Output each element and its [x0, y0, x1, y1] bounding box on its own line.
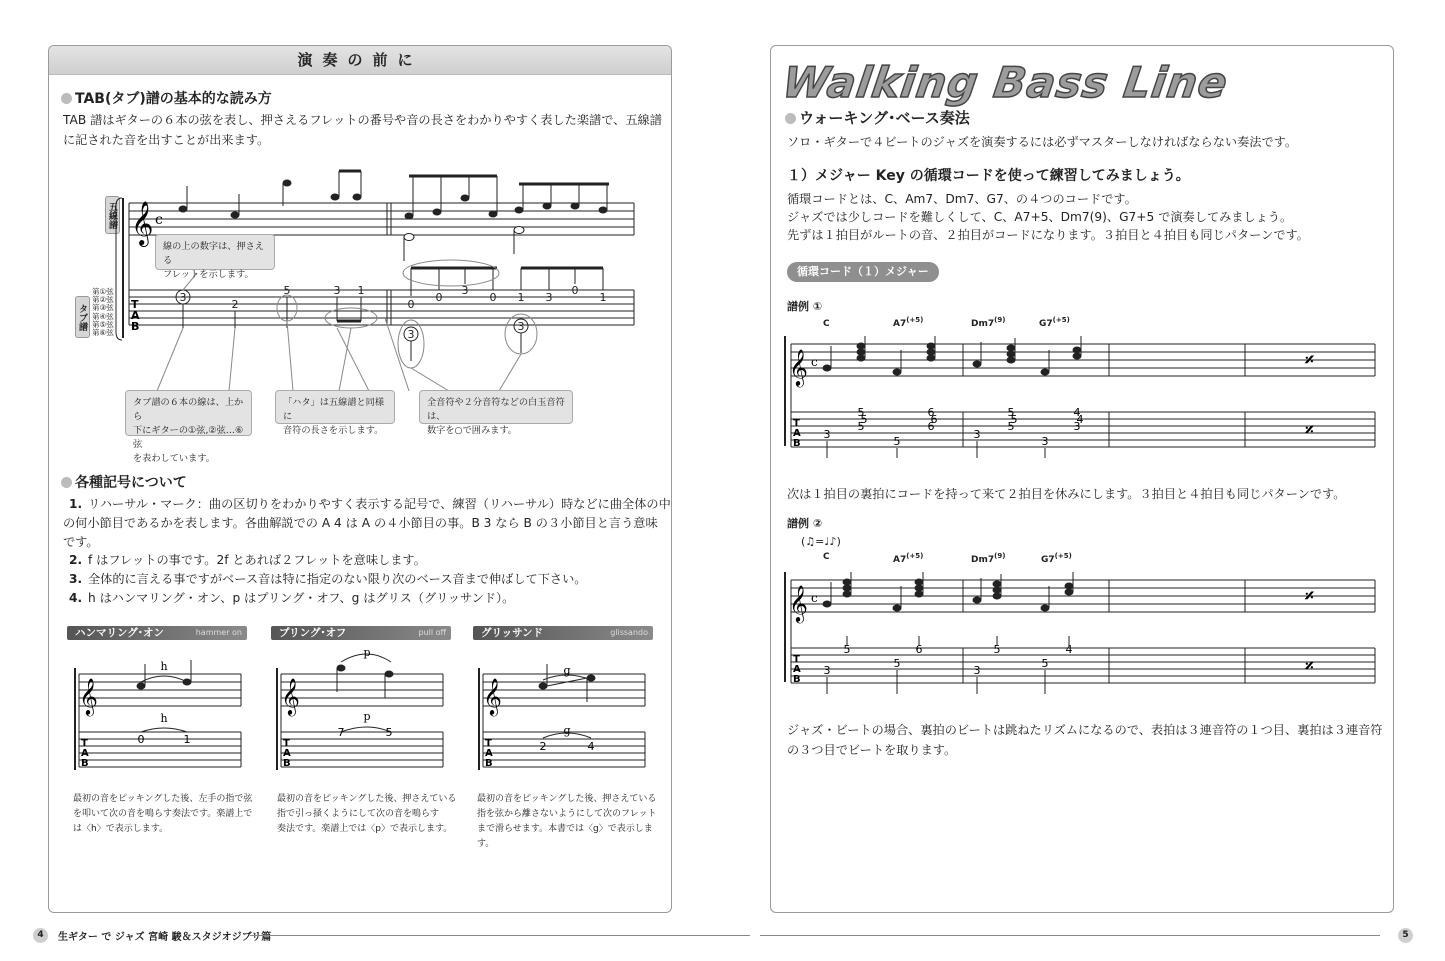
page-number-left: 4: [33, 928, 48, 943]
technique-desc-pull: 最初の音をピッキングした後、押さえている 指で引っ掻くようにして次の音を鳴らす 奏法です。楽譜上では〈p〉で表示します。: [277, 794, 457, 834]
tab-number: 4: [1076, 413, 1084, 426]
technique-mark: g: [563, 664, 571, 677]
svg-text:A: A: [283, 748, 291, 759]
rhythm-note: (♫=♩♪): [801, 535, 841, 548]
tab-number: 5: [993, 643, 1001, 656]
chord-name: $G7^{(+5)}$: [1041, 552, 1072, 565]
technique-mark: h: [160, 712, 168, 725]
right-page: [770, 45, 1394, 913]
svg-text:T: T: [81, 738, 88, 749]
chord-name: Dm7$^{(9)}$: [971, 552, 1006, 565]
svg-text:c: c: [811, 591, 818, 605]
footer-rule: [760, 935, 1380, 936]
technique-desc-gliss: 最初の音をピッキングした後、押さえている 指を弦から離さないようにして次のフレット まで滑らせます。本書では〈g〉で表示します。: [477, 794, 657, 849]
tab-number: 5: [1007, 420, 1015, 433]
tab-number: 6: [915, 643, 923, 656]
tab-number: 5: [893, 657, 901, 670]
tab-number: 3: [973, 428, 981, 441]
tab-number-circled: 3: [517, 320, 525, 333]
svg-text:A: A: [131, 309, 140, 322]
tab-number: 1: [357, 284, 365, 297]
svg-text:B: B: [793, 438, 801, 449]
tab-number: 0: [435, 291, 443, 304]
tab-number: 3: [461, 284, 469, 297]
between-text: 次は１拍目の裏拍にコードを持って来て２拍目を休みにします。３拍目と４拍目も同じパターンです。: [787, 487, 1346, 501]
tab-number: 4: [1065, 643, 1073, 656]
tab-number: 5: [893, 435, 901, 448]
svg-text:𝄞: 𝄞: [789, 584, 808, 622]
tab-number: 3: [823, 428, 831, 441]
tab-number: 4: [1073, 406, 1081, 419]
chord-name: C: [823, 552, 830, 562]
tab-number: 3: [545, 291, 553, 304]
tab-number: 3: [333, 284, 341, 297]
technique-fret: 0: [137, 733, 145, 746]
svg-text:𝄞: 𝄞: [79, 677, 98, 715]
svg-text:B: B: [283, 758, 291, 769]
left-page: [48, 45, 672, 913]
book-title: 生ギター で ジャズ 宮崎 駿＆スタジオジブリ篇: [58, 932, 272, 943]
example-2-label: 譜例 ②: [787, 517, 823, 530]
tab-number: 0: [489, 291, 497, 304]
intro-text: ソロ・ギターで４ビートのジャズを演奏するには必ずマスターしなければならない奏法です。: [787, 135, 1298, 149]
svg-text:B: B: [793, 674, 801, 685]
symbol-item-2: 2. f はフレットの事です。2f とあれば２フレットを意味します。: [69, 553, 426, 567]
technique-fret: 7: [337, 726, 345, 739]
page-banner: 演奏の前に: [49, 46, 671, 75]
treble-clef-icon: 𝄞: [131, 201, 154, 245]
technique-fret: 4: [587, 740, 595, 753]
example-1-label: 譜例 ①: [787, 300, 823, 313]
tab-number: 0: [571, 284, 579, 297]
svg-text:c: c: [811, 355, 818, 369]
svg-text:𝄎: 𝄎: [1305, 420, 1314, 441]
svg-text:T: T: [485, 738, 492, 749]
svg-text:A: A: [793, 428, 801, 439]
callout-hata: 「ハタ」は五線譜と同様に 音符の長さを示します。: [275, 390, 395, 424]
technique-mark: h: [160, 660, 168, 673]
technique-fret: 5: [385, 726, 393, 739]
tab-number: 5: [860, 413, 868, 426]
svg-text:𝄞: 𝄞: [281, 677, 300, 715]
chord-name: $A7^{(+5)}$: [893, 316, 924, 329]
svg-text:A: A: [485, 748, 493, 759]
svg-text:𝄎: 𝄎: [1305, 586, 1314, 607]
symbols-section-heading: 各種記号について: [61, 472, 187, 492]
tab-number: 6: [927, 420, 935, 433]
svg-text:B: B: [131, 320, 140, 333]
walking-bass-scores: [771, 46, 1395, 706]
svg-text:𝄞: 𝄞: [789, 348, 808, 386]
chord-name: $A7^{(+5)}$: [893, 552, 924, 565]
svg-text:B: B: [81, 758, 89, 769]
tab-number: 3: [973, 664, 981, 677]
string-list: 第①弦 第②弦 第③弦 第④弦 第⑤弦 第⑥弦: [92, 287, 114, 338]
svg-text:B: B: [485, 758, 493, 769]
svg-text:A: A: [793, 664, 801, 675]
page-number-right: 5: [1398, 928, 1413, 943]
callout-frets: 線の上の数字は、押さえる フレットを示します。: [155, 234, 275, 270]
svg-text:T: T: [793, 418, 800, 429]
callout-lines: タブ譜の６本の線は、上から 下にギターの①弦,②弦…⑥弦 を表わしています。: [125, 390, 252, 436]
technique-desc-hammer: 最初の音をピッキングした後、左手の指で弦 を叩いて次の音を鳴らす奏法です。楽譜上で は〈h〉で表示します。: [73, 794, 253, 834]
tab-number: 5: [1007, 406, 1015, 419]
tab-number: 1: [599, 291, 607, 304]
technique-header-hammer: ハンマリング･オン hammer on: [67, 626, 247, 640]
tab-label: タブ譜: [75, 296, 90, 338]
footer-rule: [250, 935, 750, 936]
tab-number: 3: [823, 664, 831, 677]
symbol-item-1: 1. リハーサル・マーク：曲の区切りをわかりやすく表示する記号で、練習（リハーサル）時などに曲全体の中 の何小節目であるかを表します。各曲解説での A 4 は A の４小節目の事。B 3 なら B の３小節目と言う意味 です。: [63, 497, 671, 549]
svg-text:c: c: [155, 212, 163, 228]
tab-number: 5: [857, 406, 865, 419]
tab-number: 5: [857, 420, 865, 433]
cycle-paragraph: 循環コードとは、C、Am7、Dm7、G7、の４つのコードです。 ジャズでは少しコードを難しくして、C、A7+5、Dm7(9)、G7+5 で演奏してみましょう。 先ずは１拍目がルートの音、２拍目がコードになります。３拍目と４拍目も同じパターンです。: [787, 192, 1309, 242]
svg-text:T: T: [283, 738, 290, 749]
tab-number: 3: [1041, 435, 1049, 448]
technique-header-gliss: グリッサンド glissando: [473, 626, 653, 640]
technique-fret: 1: [183, 733, 191, 746]
technique-figures: [49, 46, 673, 806]
subheading: １）メジャー Key の循環コードを使って練習してみましょう。: [787, 168, 1190, 184]
tab-number: 3: [1073, 420, 1081, 433]
svg-text:𝄎: 𝄎: [1305, 350, 1314, 371]
page-title: Walking Bass Line: [779, 58, 1232, 107]
symbol-item-3: 3. 全体的に言える事ですがベース音は特に指定のない限り次のベース音まで伸ばして下さい。: [69, 572, 587, 586]
measure-repeat-icon: [1304, 350, 1315, 677]
svg-text:T: T: [793, 654, 800, 665]
tab-number: 1: [517, 291, 525, 304]
callout-circle: 全音符や２分音符などの白玉音符は、 数字を○で囲みます。: [419, 390, 573, 424]
technique-mark: p: [363, 710, 371, 723]
technique-header-pull: プリング･オフ pull off: [271, 626, 451, 640]
technique-fret: 2: [539, 740, 547, 753]
svg-text:𝄞: 𝄞: [483, 677, 502, 715]
staff-label: 五線譜: [105, 196, 120, 234]
walking-bass-heading: ウォーキング･ベース奏法: [785, 107, 970, 128]
tab-number: 5: [1041, 657, 1049, 670]
tab-number: 6: [927, 406, 935, 419]
tab-number-circled: 3: [407, 328, 415, 341]
tab-number: 5: [1010, 413, 1018, 426]
chord-name: C: [823, 319, 830, 329]
tab-number: 5: [283, 284, 291, 297]
symbol-item-4: 4. h はハンマリング・オン、p はプリング・オフ、g はグリス（グリッサンド）。: [69, 591, 515, 605]
tab-number: 3: [179, 291, 187, 304]
tab-section-heading: TAB(タブ)譜の基本的な読み方: [61, 88, 272, 108]
chord-name: $G7^{(+5)}$: [1039, 316, 1070, 329]
svg-text:𝄎: 𝄎: [1305, 656, 1314, 677]
technique-mark: g: [563, 724, 571, 737]
technique-mark: p: [363, 646, 371, 659]
cycle-chord-pill: 循環コード（１）メジャー: [787, 262, 939, 282]
tab-number: 6: [930, 413, 938, 426]
chord-name: Dm7$^{(9)}$: [971, 316, 1006, 329]
outro-text: ジャズ・ビートの場合、裏拍のビートは跳ねたリズムになるので、表拍は３連音符の１つ目、裏拍は３連音符 の３つ目でビートを取ります。: [787, 723, 1383, 757]
svg-text:A: A: [81, 748, 89, 759]
tab-number: 5: [843, 643, 851, 656]
tab-number: 2: [231, 298, 239, 311]
tab-number: 0: [407, 298, 415, 311]
svg-text:T: T: [131, 298, 139, 311]
tab-intro: TAB 譜はギターの６本の弦を表し、押さえるフレットの番号や音の長さをわかりやすく表した楽譜で、五線譜 に記された音を出すことが出来ます。: [63, 113, 662, 147]
